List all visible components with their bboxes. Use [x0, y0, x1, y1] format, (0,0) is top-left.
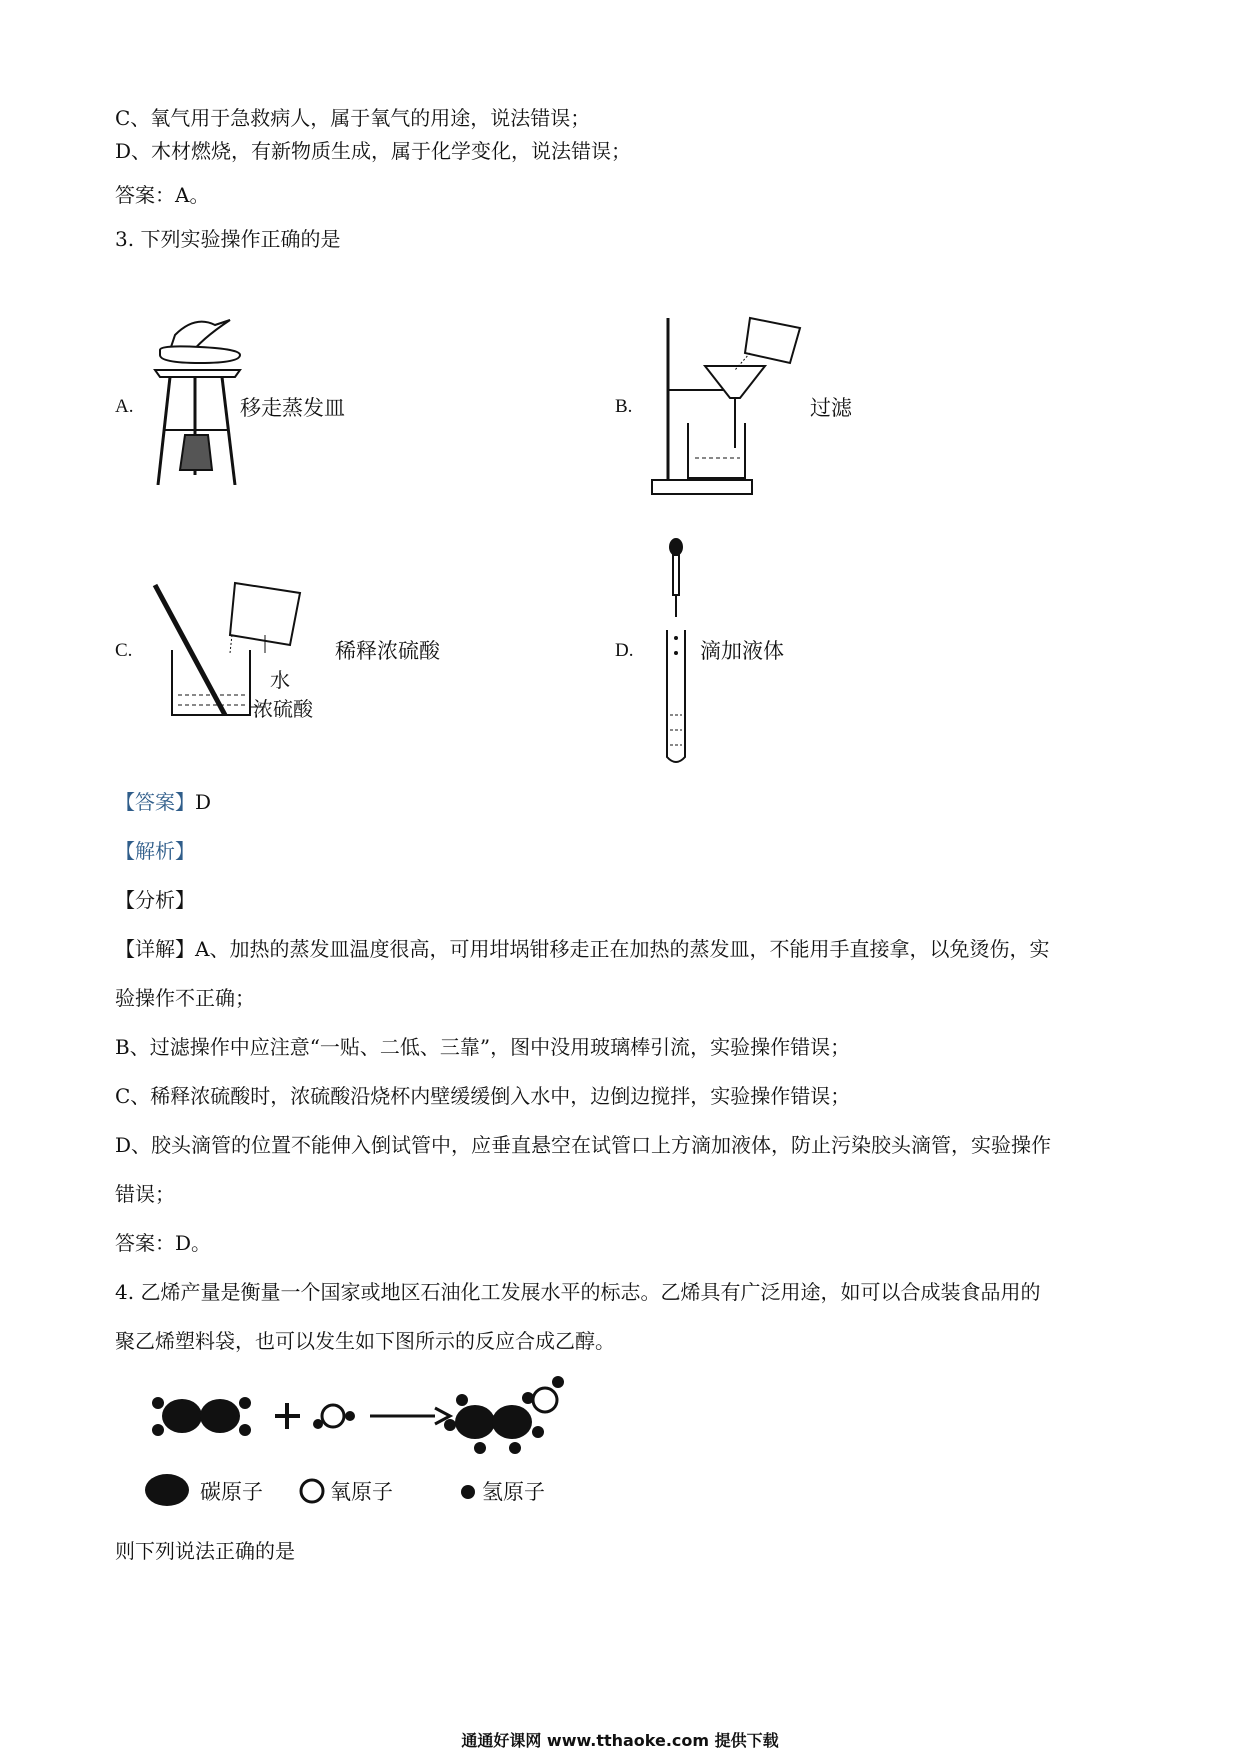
analysis-b: B、过滤操作中应注意“一贴、二低、三靠”，图中没用玻璃棒引流，实验操作错误； — [115, 1035, 851, 1059]
fenxi-heading: 【分析】 — [115, 888, 195, 912]
analysis-d-2: 错误； — [115, 1182, 175, 1206]
oxygen-atom-icon — [298, 1477, 326, 1505]
reaction-diagram — [150, 1370, 570, 1460]
answer-value: D — [195, 790, 212, 814]
filtration-figure — [650, 308, 810, 498]
answer-bracket: 【答案】 — [115, 790, 195, 814]
option-d-text: 滴加液体 — [700, 639, 784, 663]
option-d-label: D. — [615, 640, 634, 661]
answer-line: 答案：A。 — [115, 183, 210, 207]
analysis-d-1: D、胶头滴管的位置不能伸入倒试管中，应垂直悬空在试管口上方滴加液体，防止污染胶头滴管，实验操作 — [115, 1133, 1052, 1157]
option-a-text: 移走蒸发皿 — [240, 396, 345, 420]
dropper-figure — [660, 535, 690, 765]
option-b-label: B. — [615, 396, 633, 417]
carbon-atom-icon — [143, 1472, 191, 1508]
xiangjie-a-text: A、加热的蒸发皿温度很高，可用坩埚钳移走正在加热的蒸发皿，不能用手直接拿，以免烫伤，实 — [195, 937, 1050, 961]
question-4-prompt: 则下列说法正确的是 — [115, 1539, 295, 1563]
answer-d — [115, 788, 211, 816]
analysis-c: C、稀释浓硫酸时，浓硫酸沿烧杯内壁缓缓倒入水中，边倒边搅拌，实验操作错误； — [115, 1084, 851, 1108]
water-label: 水 — [270, 668, 290, 692]
legend-oxygen: 氧原子 — [330, 1480, 393, 1504]
option-c-label: C. — [115, 640, 133, 661]
option-c-text: 稀释浓硫酸 — [335, 639, 440, 663]
acid-label: 浓硫酸 — [253, 697, 313, 721]
text-line-d: D、木材燃烧，有新物质生成，属于化学变化，说法错误； — [115, 139, 632, 163]
jiexi-heading: 【解析】 — [115, 839, 195, 863]
page-footer: 通通好课网 www.tthaoke.com 提供下载 — [461, 1731, 779, 1750]
option-a-label: A. — [115, 396, 134, 417]
xiangjie-line-2: 验操作不正确； — [115, 986, 255, 1010]
xiangjie-line-1 — [115, 935, 1049, 963]
legend-carbon: 碳原子 — [200, 1480, 263, 1504]
hydrogen-atom-icon — [460, 1484, 476, 1500]
question-3: 3. 下列实验操作正确的是 — [115, 227, 341, 251]
question-4-line-1: 4. 乙烯产量是衡量一个国家或地区石油化工发展水平的标志。乙烯具有广泛用途，如可以合成装食品用的 — [115, 1280, 1041, 1304]
option-b-text: 过滤 — [810, 396, 852, 420]
legend-hydrogen: 氢原子 — [482, 1480, 545, 1504]
xiangjie-heading: 【详解】 — [115, 937, 195, 961]
text-line-c: C、氧气用于急救病人，属于氧气的用途，说法错误； — [115, 106, 591, 130]
evaporating-dish-figure — [140, 315, 250, 485]
final-answer: 答案：D。 — [115, 1231, 212, 1255]
question-4-line-2: 聚乙烯塑料袋，也可以发生如下图所示的反应合成乙醇。 — [115, 1329, 615, 1353]
